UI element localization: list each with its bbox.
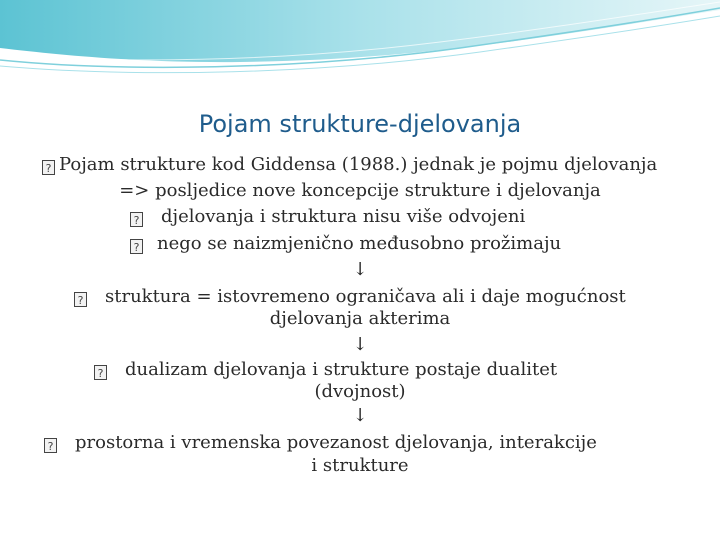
line-text: djelovanja i struktura nisu više odvojeni: [161, 206, 526, 227]
line-8: [0, 381, 720, 402]
down-arrow-2: [0, 334, 720, 355]
bullet-icon: ?: [44, 438, 57, 453]
slide-title: Pojam strukture-djelovanja: [198, 110, 522, 138]
down-arrow-1: [0, 259, 720, 280]
line-6: [0, 308, 720, 329]
line-text: dualizam djelovanja i strukture postaje dualitet: [125, 359, 558, 380]
down-arrow-3: [0, 405, 720, 426]
bullet-line-9: [44, 432, 597, 453]
line-text: struktura = istovremeno ograničava ali i daje mogućnost: [105, 286, 626, 307]
bullet-line-7: [94, 359, 557, 380]
bullet-icon: ?: [94, 365, 107, 380]
header-wave-decoration: [0, 0, 720, 80]
line-text: => posljedice nove koncepcije strukture i djelovanja: [119, 180, 601, 201]
down-arrow-icon: ↓: [352, 405, 368, 426]
line-text: djelovanja akterima: [269, 308, 451, 329]
bullet-icon: ?: [130, 212, 143, 227]
down-arrow-icon: ↓: [352, 334, 368, 355]
bullet-line-4: [130, 233, 561, 254]
line-text: i strukture: [311, 455, 409, 476]
bullet-line-3: [130, 206, 525, 227]
bullet-line-1: [42, 154, 657, 175]
down-arrow-icon: ↓: [352, 259, 368, 280]
line-text: prostorna i vremenska povezanost djelovanja, interakcije: [75, 432, 597, 453]
line-text: nego se naizmjenično međusobno prožimaju: [157, 233, 562, 254]
bullet-icon: ?: [42, 160, 55, 175]
line-text: Pojam strukture kod Giddensa (1988.) jednak je pojmu djelovanja: [59, 154, 658, 175]
line-2: [0, 180, 720, 201]
bullet-icon: ?: [130, 239, 143, 254]
bullet-icon: ?: [74, 292, 87, 307]
line-text: (dvojnost): [314, 381, 406, 402]
line-10: [0, 455, 720, 476]
bullet-line-5: [74, 286, 626, 307]
